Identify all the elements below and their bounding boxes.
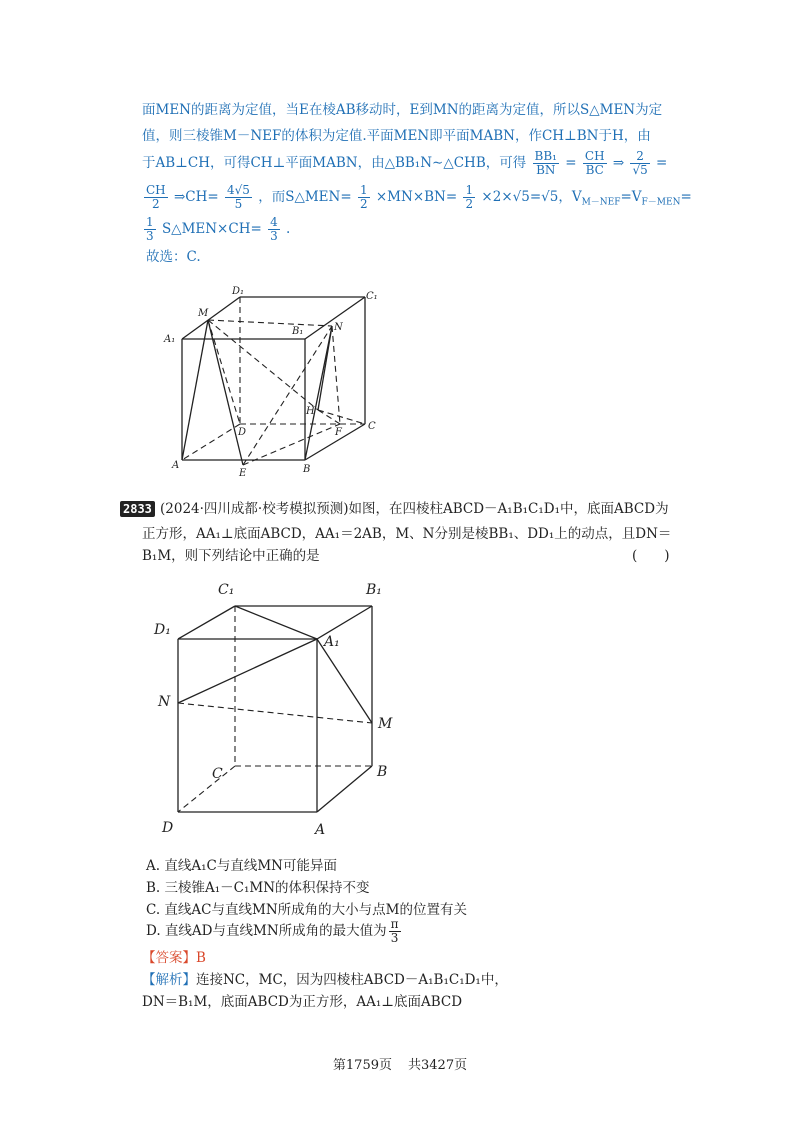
option-b: B. 三棱锥A₁－C₁MN的体积保持不变: [146, 880, 370, 896]
line-me: [208, 320, 243, 465]
analysis-line-2: DN＝B₁M，底面ABCD为正方形，AA₁⊥底面ABCD: [142, 994, 463, 1010]
solution-text: ×MN×BN=: [375, 189, 458, 205]
label-b: B: [377, 764, 388, 780]
subscript: M－NEF: [581, 197, 621, 208]
solution-choice: 故选：C.: [146, 249, 201, 265]
analysis-tag: 【解析】: [142, 972, 196, 988]
line-hf-hidden: [318, 410, 340, 424]
label-c1: C₁: [366, 291, 378, 302]
solution-text: =V: [620, 189, 642, 205]
question-number: 2833: [120, 501, 155, 517]
label-d1: D₁: [232, 286, 245, 297]
implies-arrow: ⇒: [612, 155, 625, 171]
line-ma: [182, 320, 208, 460]
solution-text: ×2×√5=√5，V: [481, 189, 582, 205]
edge-ab: [317, 766, 372, 812]
label-d: D: [162, 820, 174, 836]
label-a1: A₁: [324, 634, 340, 650]
equals-sign: =: [656, 155, 668, 171]
fraction-1-3: $\frac{1}{3}$: [146, 215, 154, 243]
label-c1: C₁: [218, 582, 235, 598]
label-c: C: [212, 766, 223, 782]
label-a1: A₁: [164, 334, 176, 345]
question-line-1: (2024·四川成都·校考模拟预测)如图，在四棱柱ABCD－A₁B₁C₁D₁中，底面ABCD为: [160, 501, 669, 517]
label-b1: B₁: [366, 582, 382, 598]
line-md-hidden: [208, 320, 240, 424]
answer-value: B: [196, 950, 206, 966]
fraction-1-2: $\frac{1}{2}$: [359, 183, 368, 211]
solution-text: S△MEN×CH=: [161, 221, 262, 237]
label-e: E: [239, 468, 247, 477]
fraction-1-2: $\frac{1}{2}$: [465, 183, 474, 211]
label-h: H: [306, 406, 315, 417]
solution-text: ，而S△MEN=: [258, 189, 352, 205]
edge-cd-hidden: [178, 766, 235, 812]
answer-line: [142, 948, 206, 968]
line-c1a1: [235, 606, 317, 639]
fraction-4-3: $\frac{4}{3}$: [270, 215, 278, 243]
page-number: 第1759页: [332, 1058, 392, 1073]
line-hc-hidden: [318, 410, 365, 424]
figure-1-cube: [160, 282, 390, 477]
option-d: [146, 916, 403, 946]
solution-text: .: [286, 221, 291, 237]
label-m: M: [198, 308, 209, 319]
label-b1: B₁: [292, 326, 304, 337]
analysis-line-1: [142, 970, 508, 990]
label-f: F: [335, 427, 342, 438]
solution-line-5: [142, 214, 290, 244]
fraction-ch-bc: $\frac{CH}{BC}$: [584, 149, 605, 177]
line-na1: [178, 639, 317, 703]
solution-line-2: 值，则三棱锥M－NEF的体积为定值.平面MEN即平面MABN，作CH⊥BN于H，由: [142, 128, 651, 144]
equals-sign: =: [565, 155, 577, 171]
label-n: N: [158, 694, 171, 710]
subscript: F－MEN: [641, 197, 681, 208]
line-nh: [318, 326, 332, 410]
answer-tag: 【答案】: [142, 950, 196, 966]
edge-d1c1: [178, 606, 235, 639]
total-pages: 共3427页: [408, 1058, 468, 1073]
fraction-pi-3: $\frac{\pi}{3}$: [390, 917, 399, 945]
option-c: C. 直线AC与直线MN所成角的大小与点M的位置有关: [146, 902, 467, 918]
label-d1: D₁: [154, 622, 171, 638]
solution-text: =: [680, 189, 692, 205]
label-c: C: [368, 421, 376, 432]
line-a1m: [317, 639, 372, 723]
label-m: M: [378, 716, 393, 732]
analysis-text-1: 连接NC，MC，因为四棱柱ABCD－A₁B₁C₁D₁中，: [196, 972, 508, 988]
edge-da-hidden: [182, 424, 240, 460]
solution-line-3: [142, 148, 667, 178]
figure-2-prism: [150, 576, 410, 836]
fraction-ch-2: $\frac{CH}{2}$: [146, 183, 166, 211]
solution-line-1: 面MEN的距离为定值，当E在棱AB移动时，E到MN的距离为定值，所以S△MEN为定: [142, 102, 663, 118]
line-mn-hidden: [208, 320, 332, 326]
answer-paren: ( ): [632, 548, 670, 564]
fraction-2-sqrt5: $\frac{2}{√5}$: [632, 149, 648, 177]
question-line-3: B₁M，则下列结论中正确的是: [142, 548, 320, 564]
option-d-text: D. 直线AD与直线MN所成角的最大值为: [146, 923, 387, 939]
solution-line-4: [142, 182, 692, 218]
fraction-4sqrt5-5: $\frac{4√5}{5}$: [226, 183, 250, 211]
page-footer: [0, 1054, 800, 1073]
option-a: A. 直线A₁C与直线MN可能异面: [146, 858, 337, 874]
line-ef-hidden: [243, 424, 340, 465]
label-a: A: [315, 822, 326, 836]
question-line-2: 正方形，AA₁⊥底面ABCD，AA₁＝2AB，M、N分别是棱BB₁、DD₁上的动点，且DN＝: [142, 526, 672, 542]
line-nm-hidden: [178, 703, 372, 723]
label-d: D: [238, 427, 247, 438]
solution-line-3-text: 于AB⊥CH，可得CH⊥平面MABN，由△BB₁N∼△CHB，可得: [142, 155, 527, 171]
solution-text: ⇒CH=: [173, 189, 219, 205]
label-n: N: [334, 322, 343, 333]
label-a: A: [172, 460, 180, 471]
label-b: B: [303, 464, 311, 475]
fraction-bb1-bn: $\frac{\text{BB₁}}{BN}$: [534, 149, 557, 177]
line-nf-hidden: [332, 326, 340, 424]
